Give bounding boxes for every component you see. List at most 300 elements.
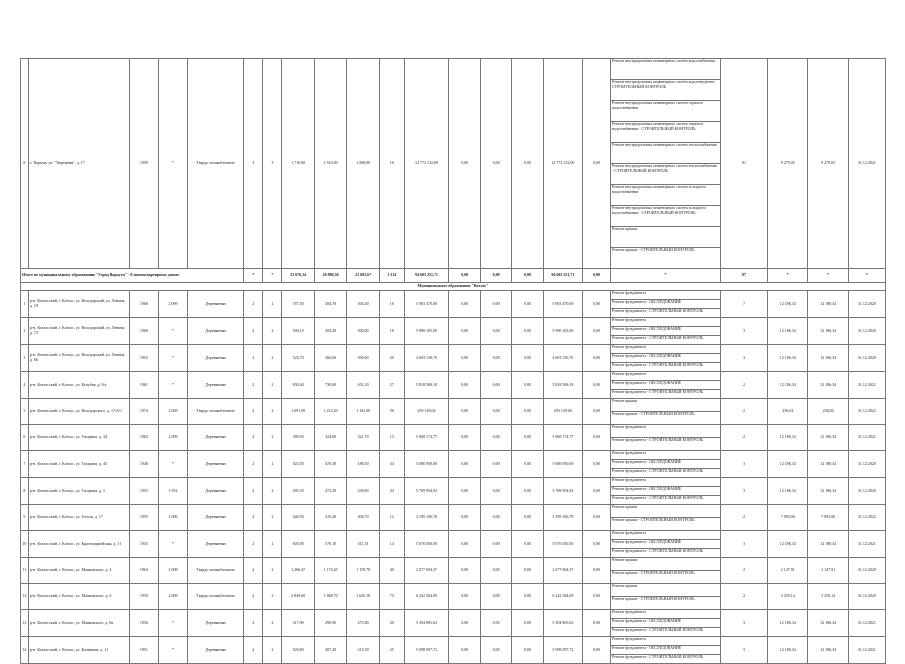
cell-year: 1959 — [129, 59, 158, 269]
work-item: Ремонт крыши — [611, 505, 720, 518]
cell-address: р-н. Котласский, г. Котлас, ул. Гоголя, д. 17 — [28, 505, 129, 531]
cell-area-a: 570,10 — [314, 531, 347, 558]
cell-year2: * — [158, 345, 187, 372]
cell-floors: 2 — [244, 584, 263, 610]
table-row — [21, 425, 886, 451]
cell-floors: 2 — [244, 399, 263, 425]
cell-cost: 6 242 564,09 — [404, 584, 449, 610]
cell-area-b: 1 645,18 — [347, 584, 380, 610]
cell-other: 0,00 — [582, 610, 610, 637]
works-cell — [611, 584, 721, 610]
cell-year2: * — [158, 372, 187, 399]
table-row — [21, 372, 886, 399]
cell-entrances: 2 — [263, 372, 282, 399]
cell-deadline: 31.12.2021 — [848, 637, 885, 664]
cell-area-b: 321,70 — [347, 425, 380, 451]
cell-f1: 0,00 — [449, 531, 480, 558]
cell-count: 2 — [720, 505, 767, 531]
cell-address: р-н. Котласский, г. Котлас, ул. Маяковского, д. 4 — [28, 558, 129, 584]
work-item: Ремонт фундамента - СТРОИТЕЛЬНЫЙ КОНТРОЛЬ — [612, 336, 704, 340]
cell-floors: 2 — [244, 531, 263, 558]
total-star5: * — [808, 269, 848, 283]
cell-year2: 2 009 — [158, 584, 187, 610]
work-item: Ремонт фундамента — [611, 531, 720, 540]
cell-area-a: 473,30 — [314, 478, 347, 505]
work-item: Ремонт фундамента - СТРОИТЕЛЬНЫЙ КОНТРОЛЬ — [612, 363, 704, 367]
cell-address: р-н. Котласский, г. Котлас, ул. Гагарина, д. 45 — [28, 451, 129, 478]
work-item: Ремонт фундамента - СТРОИТЕЛЬНЫЙ КОНТРОЛЬ — [612, 496, 704, 500]
cell-deadline: 31.12.2020 — [848, 291, 885, 318]
cell-other: 0,00 — [582, 425, 610, 451]
cell-num: 13 — [21, 610, 29, 637]
cell-year: 1956 — [129, 610, 158, 637]
cell-f3: 0,00 — [512, 505, 543, 531]
cell-f3: 0,00 — [512, 637, 543, 664]
work-item: Ремонт крыши - СТРОИТЕЛЬНЫЙ КОНТРОЛЬ — [612, 597, 695, 601]
cell-f3: 0,00 — [512, 399, 543, 425]
cell-year: 1935 — [129, 531, 158, 558]
work-item: Ремонт крыши - СТРОИТЕЛЬНЫЙ КОНТРОЛЬ — [612, 571, 695, 575]
work-item: Ремонт крыши — [611, 227, 720, 248]
cell-count: 3 — [720, 318, 767, 345]
cell-cost: 5 818 568,18 — [404, 372, 449, 399]
cell-year2: * — [158, 318, 187, 345]
cell-area-total: 523,50 — [282, 451, 315, 478]
cell-f2: 0,00 — [480, 451, 511, 478]
works-cell — [611, 610, 721, 637]
cell-num: 9 — [21, 505, 29, 531]
cell-floors: 2 — [244, 425, 263, 451]
cell-f1: 0,00 — [449, 637, 480, 664]
cell-cost: 293 129,04 — [404, 399, 449, 425]
work-item: Ремонт фундамента - ОБСЛЕДОВАНИЕ — [611, 300, 720, 309]
cell-area-total: 390,50 — [282, 425, 315, 451]
cell-area-total: 557,50 — [282, 291, 315, 318]
cell-year: 1962 — [129, 425, 158, 451]
cell-owners: 5 686 950,00 — [543, 451, 582, 478]
work-item: Ремонт фундамента - ОБСЛЕДОВАНИЕ — [611, 646, 720, 655]
cell-deadline: 31.12.2020 — [848, 558, 885, 584]
cell-other: 0,00 — [582, 584, 610, 610]
municipality-header-row — [21, 283, 886, 291]
cell-count: 2 — [720, 372, 767, 399]
cell-owners: 5 990 165,00 — [543, 318, 582, 345]
work-item: Ремонт фундамента — [611, 291, 720, 300]
cell-unit-cost: 12 186,34 — [768, 425, 808, 451]
cell-max-cost: 7 093,06 — [808, 505, 848, 531]
cell-area-total: 1 266,47 — [282, 558, 315, 584]
work-item: Ремонт внутридомовых инженерных систем горячего водоснабжения — [611, 101, 720, 122]
cell-other: 0,00 — [582, 478, 610, 505]
total-star6: * — [848, 269, 885, 283]
total-residents: 1 314 — [379, 269, 404, 283]
cell-material: Деревянные — [188, 531, 244, 558]
cell-num: 10 — [21, 531, 29, 558]
cell-floors: 2 — [244, 637, 263, 664]
cell-material: Твердо-шлакоблочные — [188, 558, 244, 584]
total-area-total: 23 076,14 — [282, 269, 315, 283]
cell-area-total: 520,80 — [282, 637, 315, 664]
cell-cost: 5 394 805,63 — [404, 610, 449, 637]
cell-entrances: 2 — [263, 505, 282, 531]
work-item: Ремонт фундамента - СТРОИТЕЛЬНЫЙ КОНТРОЛЬ — [612, 438, 704, 442]
work-item: Ремонт фундамента — [611, 425, 720, 438]
cell-year2: 2 009 — [158, 425, 187, 451]
cell-area-total: 317,90 — [282, 610, 315, 637]
cell-cost: 5 098 097,72 — [404, 637, 449, 664]
cell-unit-cost: 238,04 — [768, 399, 808, 425]
cell-f3: 0,00 — [512, 531, 543, 558]
cell-area-a: 476,30 — [314, 451, 347, 478]
cell-area-b: 1 159,78 — [347, 558, 380, 584]
cell-f2: 0,00 — [480, 59, 511, 269]
table-row — [21, 637, 886, 664]
cell-year: 1974 — [129, 399, 158, 425]
work-item: Ремонт внутридомовых инженерных систем водоотведения - СТРОИТЕЛЬНЫЙ КОНТРОЛЬ — [611, 80, 720, 101]
cell-f1: 0,00 — [449, 505, 480, 531]
table-row — [21, 531, 886, 558]
works-cell — [611, 558, 721, 584]
cell-entrances: 2 — [263, 584, 282, 610]
cell-area-total: 1 710,00 — [282, 59, 315, 269]
cell-count: 3 — [720, 345, 767, 372]
cell-max-cost: 12 186,34 — [808, 372, 848, 399]
cell-num: 7 — [21, 451, 29, 478]
cell-year: 1951 — [129, 637, 158, 664]
table-row — [21, 345, 886, 372]
cell-area-b: 1 192,00 — [347, 399, 380, 425]
cell-year2: 2 006 — [158, 505, 187, 531]
cell-year2: * — [158, 610, 187, 637]
work-item: Ремонт внутридомовых инженерных систем холодного водоснабжения — [611, 185, 720, 206]
cell-entrances: 2 — [263, 399, 282, 425]
cell-num: 8 — [21, 478, 29, 505]
works-cell — [611, 372, 721, 399]
cell-unit-cost: 7 093,06 — [768, 505, 808, 531]
cell-cost: 5 676 050,50 — [404, 531, 449, 558]
cell-area-total: 605,00 — [282, 531, 315, 558]
cell-cost: 5 968 174,77 — [404, 425, 449, 451]
works-cell — [611, 531, 721, 558]
cell-f1: 0,00 — [449, 584, 480, 610]
cell-year2: * — [158, 451, 187, 478]
cell-owners: 2 677 004,37 — [543, 558, 582, 584]
cell-f1: 0,00 — [449, 59, 480, 269]
cell-year2: * — [158, 59, 187, 269]
work-item: Ремонт фундамента — [611, 478, 720, 487]
cell-material: Деревянные — [188, 478, 244, 505]
cell-material: Деревянные — [188, 345, 244, 372]
cell-entrances: 2 — [263, 451, 282, 478]
table-body — [21, 59, 886, 664]
cell-owners: 5 676 050,50 — [543, 531, 582, 558]
cell-owners: 5 818 568,18 — [543, 372, 582, 399]
cell-area-a: 1 510,00 — [314, 59, 347, 269]
cell-num: 2 — [21, 318, 29, 345]
cell-max-cost: 12 186,34 — [808, 425, 848, 451]
cell-f2: 0,00 — [480, 531, 511, 558]
cell-material: Деревянные — [188, 372, 244, 399]
cell-area-b: 651,30 — [347, 372, 380, 399]
cell-max-cost: 12 186,34 — [808, 291, 848, 318]
total-row — [21, 269, 886, 283]
cell-area-total: 2 849,60 — [282, 584, 315, 610]
cell-residents: 12 — [379, 505, 404, 531]
cell-owners: 5 968 174,77 — [543, 425, 582, 451]
cell-f2: 0,00 — [480, 478, 511, 505]
cell-unit-cost: 12 186,34 — [768, 291, 808, 318]
cell-deadline: 31.12.2020 — [848, 478, 885, 505]
cell-address: р-н. Котласский, г. Котлас, ул. Володарского, д. 17/А/1 — [28, 399, 129, 425]
municipality-header: Муниципальное образование "Котлас" — [21, 283, 886, 291]
cell-cost: 5 903 470,00 — [404, 291, 449, 318]
cell-f3: 0,00 — [512, 451, 543, 478]
work-item: Ремонт фундамента - ОБСЛЕДОВАНИЕ — [611, 619, 720, 628]
cell-area-a: 494,70 — [314, 291, 347, 318]
cell-unit-cost: 12 186,34 — [768, 637, 808, 664]
cell-deadline: 31.12.2021 — [848, 531, 885, 558]
cell-f1: 0,00 — [449, 610, 480, 637]
table-row — [21, 291, 886, 318]
cell-num: 14 — [21, 637, 29, 664]
cell-area-b: 504,40 — [347, 291, 380, 318]
cell-cost: 2 677 004,37 — [404, 558, 449, 584]
table-row — [21, 610, 886, 637]
cell-owners: 4 603 130,70 — [543, 345, 582, 372]
cell-deadline: 31.12.2022 — [848, 505, 885, 531]
cell-residents: 34 — [379, 451, 404, 478]
cell-f1: 0,00 — [449, 291, 480, 318]
cell-other: 0,00 — [582, 59, 610, 269]
cell-f2: 0,00 — [480, 372, 511, 399]
work-item: Ремонт фундамента — [611, 451, 720, 460]
cell-year2: * — [158, 637, 187, 664]
work-item: Ремонт фундамента — [611, 637, 720, 646]
cell-residents: 27 — [379, 372, 404, 399]
works-cell — [611, 478, 721, 505]
cell-area-a: 324,00 — [314, 425, 347, 451]
cell-area-b: 215,59 — [347, 637, 380, 664]
cell-year2: * — [158, 531, 187, 558]
cell-f3: 0,00 — [512, 318, 543, 345]
work-item: Ремонт фундамента - СТРОИТЕЛЬНЫЙ КОНТРОЛЬ — [612, 549, 704, 553]
cell-deadline: 31.12.2021 — [848, 610, 885, 637]
cell-max-cost: 12 186,34 — [808, 637, 848, 664]
cell-unit-cost: 3 259,14 — [768, 584, 808, 610]
cell-residents: 25 — [379, 637, 404, 664]
cell-area-b: 500,60 — [347, 345, 380, 372]
work-item: Ремонт внутридомовых инженерных систем теплоснабжения - СТРОИТЕЛЬНЫЙ КОНТРОЛЬ — [611, 164, 720, 185]
cell-max-cost: 238,04 — [808, 399, 848, 425]
table-row — [21, 558, 886, 584]
cell-unit-cost: 12 186,34 — [768, 478, 808, 505]
cell-residents: 13 — [379, 425, 404, 451]
work-item: Ремонт фундамента - ОБСЛЕДОВАНИЕ — [611, 381, 720, 390]
cell-material: Твердо-шлакоблочные — [188, 584, 244, 610]
cell-area-a: 298,90 — [314, 610, 347, 637]
work-item: Ремонт крыши - СТРОИТЕЛЬНЫЙ КОНТРОЛЬ — [612, 412, 695, 416]
cell-max-cost: 12 186,34 — [808, 318, 848, 345]
cell-f2: 0,00 — [480, 318, 511, 345]
cell-area-total: 500,10 — [282, 318, 315, 345]
work-item: Ремонт фундамента — [611, 345, 720, 354]
cell-area-a: 493,20 — [314, 318, 347, 345]
cell-max-cost: 3 259,14 — [808, 584, 848, 610]
work-item: Ремонт фундамента — [611, 610, 720, 619]
cell-f2: 0,00 — [480, 558, 511, 584]
cell-num: 1 — [21, 291, 29, 318]
cell-area-a: 415,20 — [314, 505, 347, 531]
cell-max-cost: 9 279,05 — [808, 59, 848, 269]
total-f3: 0,00 — [512, 269, 543, 283]
total-f2: 0,00 — [480, 269, 511, 283]
cell-address: р-н. Котласский, г. Котлас, ул. Маяковского, д. 8а — [28, 610, 129, 637]
cell-floors: 2 — [244, 505, 263, 531]
cell-year: 1960 — [129, 318, 158, 345]
cell-area-b: 238,60 — [347, 478, 380, 505]
work-item: Ремонт внутридомовых инженерных систем водоснабжения — [611, 59, 720, 80]
cell-floors: 2 — [244, 558, 263, 584]
cell-f3: 0,00 — [512, 59, 543, 269]
total-count: 87 — [720, 269, 767, 283]
cell-entrances: 2 — [263, 637, 282, 664]
work-item: Ремонт фундамента - СТРОИТЕЛЬНЫЙ КОНТРОЛЬ — [612, 390, 704, 394]
cell-deadline: 31.12.2022 — [848, 399, 885, 425]
total-f1: 0,00 — [449, 269, 480, 283]
cell-num: 12 — [21, 584, 29, 610]
cell-area-total: 1 691,90 — [282, 399, 315, 425]
cell-deadline: 31.12.2020 — [848, 345, 885, 372]
work-item: Ремонт фундамента - СТРОИТЕЛЬНЫЙ КОНТРОЛЬ — [612, 655, 704, 659]
cell-area-b: 188,50 — [347, 451, 380, 478]
cell-cost: 5 686 950,00 — [404, 451, 449, 478]
cell-material: Деревянные — [188, 291, 244, 318]
table-row — [21, 505, 886, 531]
works-cell — [611, 345, 721, 372]
cell-owners: 5 098 097,72 — [543, 637, 582, 664]
cell-entrances: 2 — [263, 558, 282, 584]
table-row — [21, 318, 886, 345]
cell-cost: 3 199 106,78 — [404, 505, 449, 531]
cell-address: р-н. Котласский, г. Котлас, ул. Кочубея, д. 9/а — [28, 372, 129, 399]
cell-material: Твердо-шлакоблочные — [188, 399, 244, 425]
cell-residents: 56 — [379, 399, 404, 425]
cell-unit-cost: 9 279,05 — [768, 59, 808, 269]
total-label: Итого по муниципальному образованию "Город Воркута" - 8 многоквартирных домов: — [21, 269, 244, 283]
cell-entrances: 2 — [263, 531, 282, 558]
cell-max-cost: 12 186,34 — [808, 478, 848, 505]
cell-area-b: 404,70 — [347, 505, 380, 531]
cell-floors: 2 — [244, 610, 263, 637]
cell-residents: 73 — [379, 584, 404, 610]
cell-count: 3 — [720, 637, 767, 664]
cell-area-a: 366,00 — [314, 345, 347, 372]
cell-count: 2 — [720, 584, 767, 610]
cell-f1: 0,00 — [449, 425, 480, 451]
cell-owners: 6 242 564,09 — [543, 584, 582, 610]
cell-f2: 0,00 — [480, 584, 511, 610]
works-cell — [611, 505, 721, 531]
cell-entrances: 2 — [263, 291, 282, 318]
work-item: Ремонт крыши — [611, 558, 720, 571]
works-cell — [611, 399, 721, 425]
cell-count: 2 — [720, 558, 767, 584]
cell-area-a: 730,00 — [314, 372, 347, 399]
cell-f3: 0,00 — [512, 558, 543, 584]
cell-unit-cost: 12 186,34 — [768, 610, 808, 637]
work-item: Ремонт крыши — [611, 399, 720, 412]
cell-unit-cost: 12 186,34 — [768, 345, 808, 372]
cell-other: 0,00 — [582, 345, 610, 372]
cell-other: 0,00 — [582, 372, 610, 399]
cell-entrances: 3 — [263, 59, 282, 269]
work-item: Ремонт крыши - СТРОИТЕЛЬНЫЙ КОНТРОЛЬ — [612, 248, 695, 252]
cell-other: 0,00 — [582, 451, 610, 478]
cell-f1: 0,00 — [449, 399, 480, 425]
cell-year2: 2 009 — [158, 399, 187, 425]
cell-deadline: 31.12.2020 — [848, 451, 885, 478]
work-item: Ремонт фундамента - ОБСЛЕДОВАНИЕ — [611, 460, 720, 469]
cell-residents: 40 — [379, 558, 404, 584]
cell-year: 1955 — [129, 505, 158, 531]
cell-area-b: 1 560,00 — [347, 59, 380, 269]
table-row — [21, 584, 886, 610]
cell-residents: 18 — [379, 318, 404, 345]
cell-count: 7 — [720, 291, 767, 318]
cell-address: р-н. Котласский, г. Котлас, ул. Гагарина, д. 34 — [28, 425, 129, 451]
cell-owners: 3 199 106,78 — [543, 505, 582, 531]
cell-count: 81 — [720, 59, 767, 269]
cell-floors: 2 — [244, 372, 263, 399]
work-item: Ремонт фундамента — [611, 318, 720, 327]
cell-area-b: 275,80 — [347, 610, 380, 637]
work-item: Ремонт фундамента - ОБСЛЕДОВАНИЕ — [611, 354, 720, 363]
cell-material: Деревянные — [188, 425, 244, 451]
cell-f1: 0,00 — [449, 558, 480, 584]
cell-cost: 5 769 954,92 — [404, 478, 449, 505]
cell-cost: 5 990 165,00 — [404, 318, 449, 345]
cell-num: 4 — [21, 372, 29, 399]
cell-floors: 3 — [244, 59, 263, 269]
cell-f1: 0,00 — [449, 345, 480, 372]
cell-f1: 0,00 — [449, 451, 480, 478]
cell-entrances: 2 — [263, 425, 282, 451]
cell-other: 0,00 — [582, 505, 610, 531]
cell-max-cost: 12 186,34 — [808, 531, 848, 558]
cell-area-a: 1 868,70 — [314, 584, 347, 610]
cell-num: 5 — [21, 399, 29, 425]
works-cell — [611, 291, 721, 318]
works-cell — [611, 425, 721, 451]
cell-year: 1953 — [129, 478, 158, 505]
cell-deadline: 31.12.2021 — [848, 59, 885, 269]
total-other: 0,00 — [582, 269, 610, 283]
total-owners: 94 603 251,71 — [543, 269, 582, 283]
cell-residents: 14 — [379, 531, 404, 558]
cell-f3: 0,00 — [512, 478, 543, 505]
table-row — [21, 59, 886, 269]
cell-f1: 0,00 — [449, 372, 480, 399]
cell-unit-cost: 12 186,34 — [768, 318, 808, 345]
work-item: Ремонт крыши - СТРОИТЕЛЬНЫЙ КОНТРОЛЬ — [612, 518, 695, 522]
table-row — [21, 451, 886, 478]
cell-entrances: 2 — [263, 345, 282, 372]
cell-num: 6 — [21, 425, 29, 451]
cell-entrances: 2 — [263, 610, 282, 637]
work-item: Ремонт фундамента — [611, 372, 720, 381]
cell-address: р-н. Котласский, г. Котлас, ул. Гагарина, д. 5 — [28, 478, 129, 505]
cell-address: р-н. Котласский, г. Котлас, ул. Маяковского, д. 6 — [28, 584, 129, 610]
